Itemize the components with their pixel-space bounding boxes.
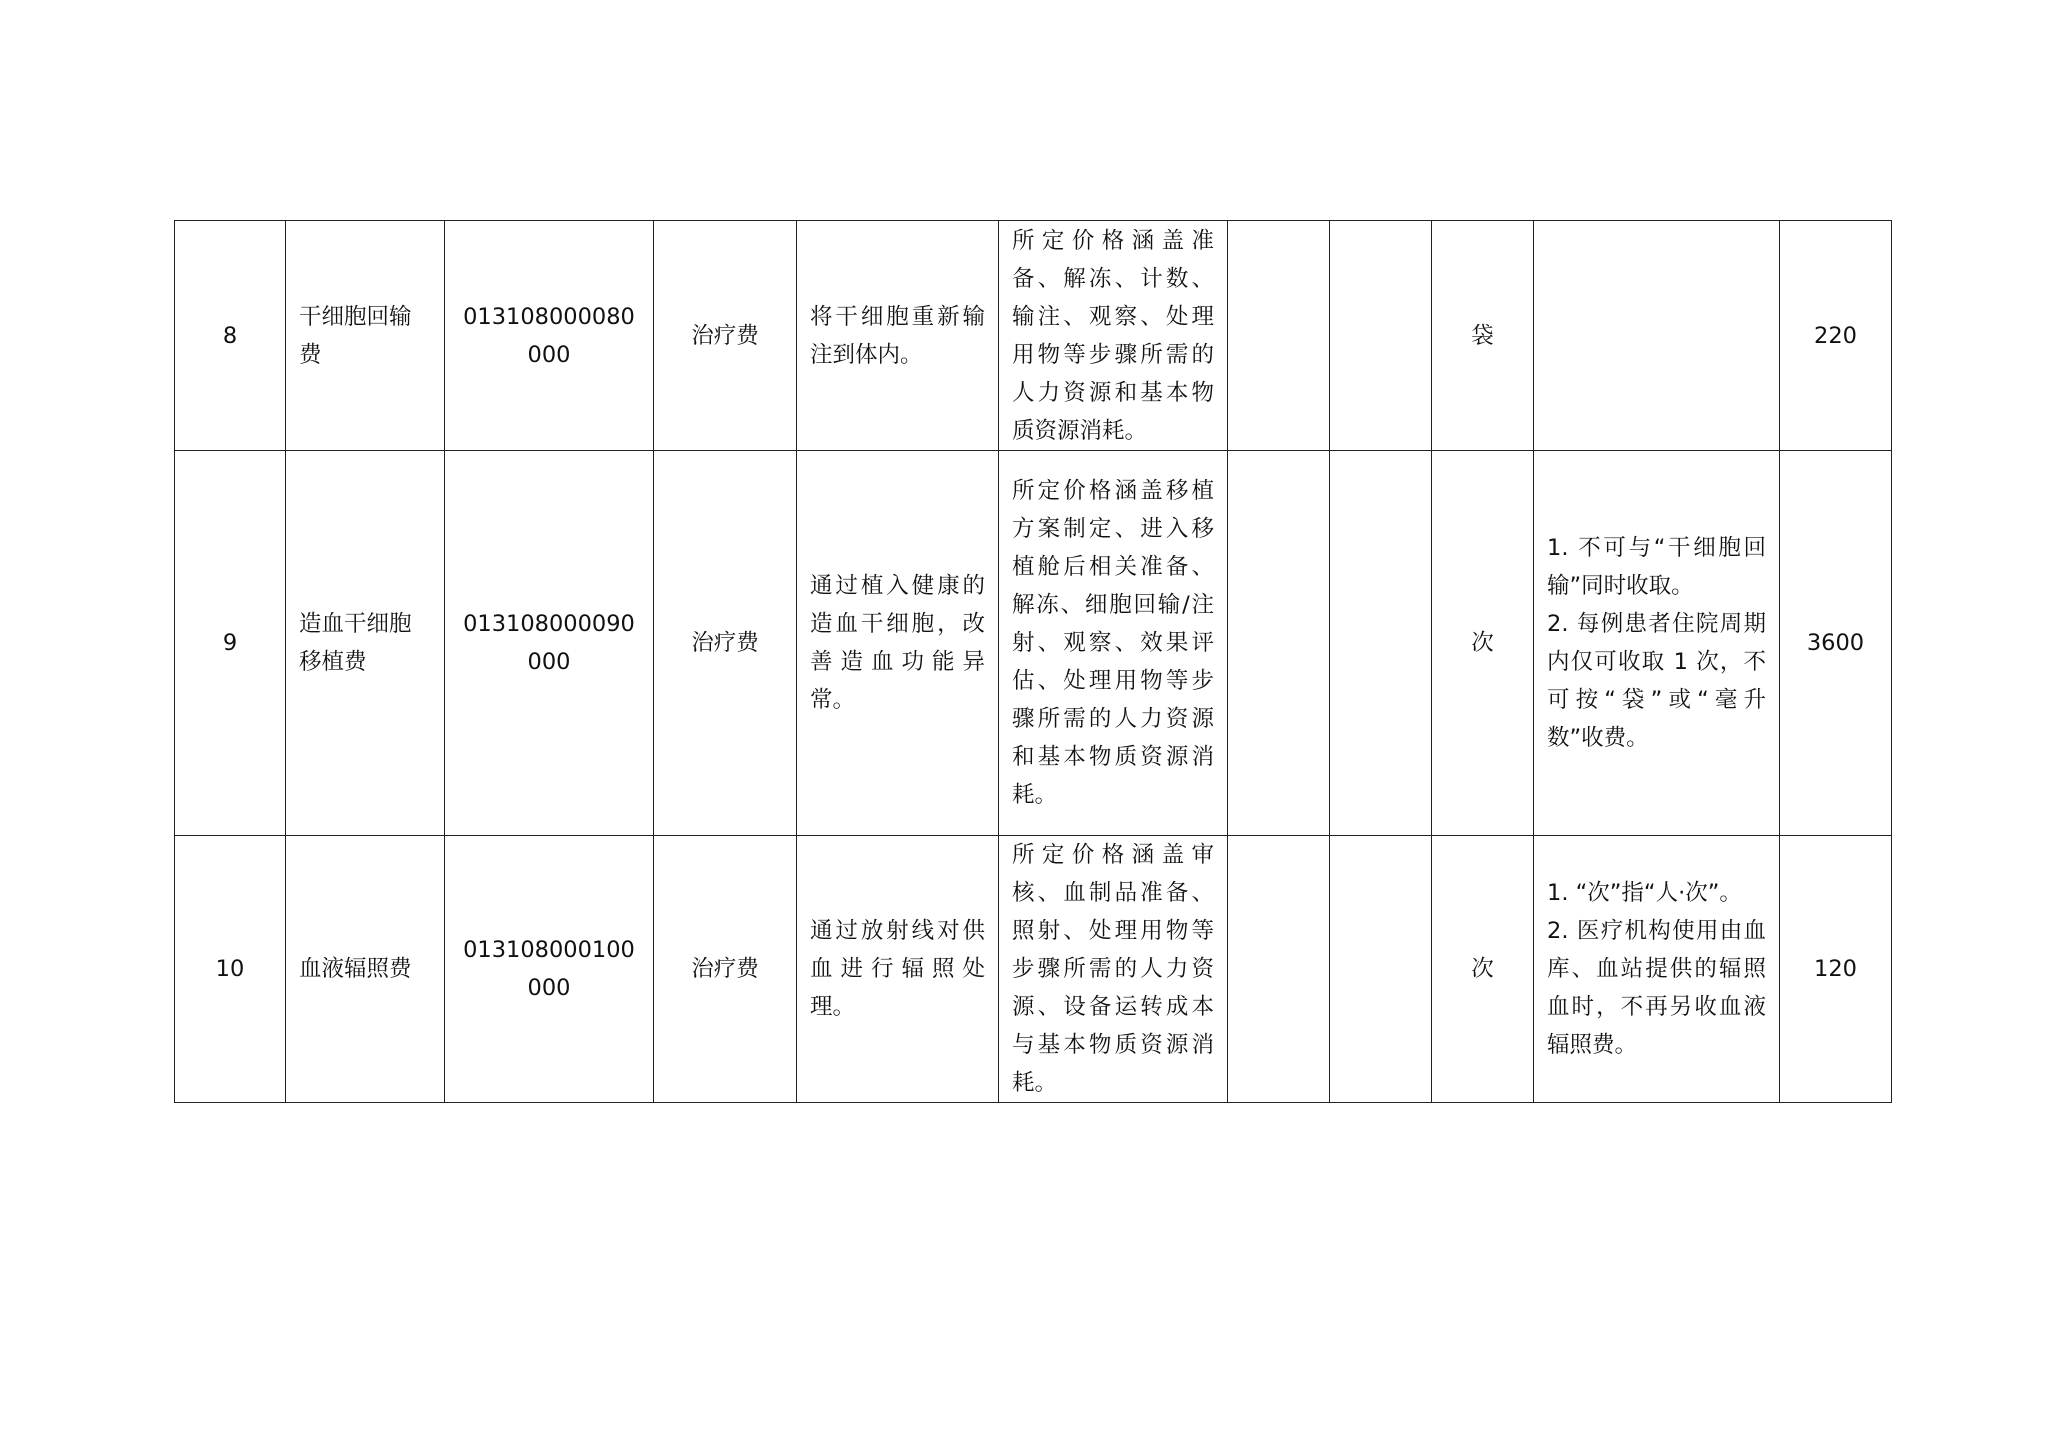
remarks-cell: [1534, 221, 1780, 451]
fee-category-cell: 治疗费: [654, 221, 797, 451]
price-connotation-cell: 所定价格涵盖审核、血制品准备、照射、处理用物等步骤所需的人力资源、设备运转成本与基本物质资源消耗。: [999, 836, 1228, 1103]
fee-category-cell: 治疗费: [654, 451, 797, 836]
empty-cell: [1228, 221, 1330, 451]
seq-cell: 9: [175, 451, 286, 836]
price-connotation-cell: 所定价格涵盖准备、解冻、计数、输注、观察、处理用物等步骤所需的人力资源和基本物质资源消耗。: [999, 221, 1228, 451]
remarks-cell: 1. 不可与“干细胞回输”同时收取。 2. 每例患者住院周期内仅可收取 1 次，不可按“袋”或“毫升数”收费。: [1534, 451, 1780, 836]
price-connotation-cell: 所定价格涵盖移植方案制定、进入移植舱后相关准备、解冻、细胞回输/注射、观察、效果评估、处理用物等步骤所需的人力资源和基本物质资源消耗。: [999, 451, 1228, 836]
remarks-cell: 1. “次”指“人·次”。 2. 医疗机构使用由血库、血站提供的辐照血时，不再另收血液辐照费。: [1534, 836, 1780, 1103]
table-row: [175, 836, 1892, 1103]
empty-cell: [1330, 836, 1432, 1103]
price-item-table: [174, 220, 1892, 1103]
item-name-cell: 干细胞回输费: [286, 221, 445, 451]
table-row: [175, 221, 1892, 451]
seq-cell: 8: [175, 221, 286, 451]
service-content-cell: 通过放射线对供血进行辐照处理。: [797, 836, 999, 1103]
item-name-cell: 造血干细胞移植费: [286, 451, 445, 836]
empty-cell: [1228, 836, 1330, 1103]
item-code-cell: 013108000100000: [445, 836, 654, 1103]
item-name-cell: 血液辐照费: [286, 836, 445, 1103]
empty-cell: [1330, 221, 1432, 451]
service-content-cell: 将干细胞重新输注到体内。: [797, 221, 999, 451]
pricing-unit-cell: 次: [1432, 451, 1534, 836]
price-cell: 120: [1780, 836, 1892, 1103]
price-cell: 220: [1780, 221, 1892, 451]
empty-cell: [1228, 451, 1330, 836]
fee-category-cell: 治疗费: [654, 836, 797, 1103]
service-content-cell: 通过植入健康的造血干细胞，改善造血功能异常。: [797, 451, 999, 836]
empty-cell: [1330, 451, 1432, 836]
price-cell: 3600: [1780, 451, 1892, 836]
item-code-cell: 013108000080000: [445, 221, 654, 451]
seq-cell: 10: [175, 836, 286, 1103]
table-row: [175, 451, 1892, 836]
pricing-unit-cell: 袋: [1432, 221, 1534, 451]
pricing-unit-cell: 次: [1432, 836, 1534, 1103]
item-code-cell: 013108000090000: [445, 451, 654, 836]
